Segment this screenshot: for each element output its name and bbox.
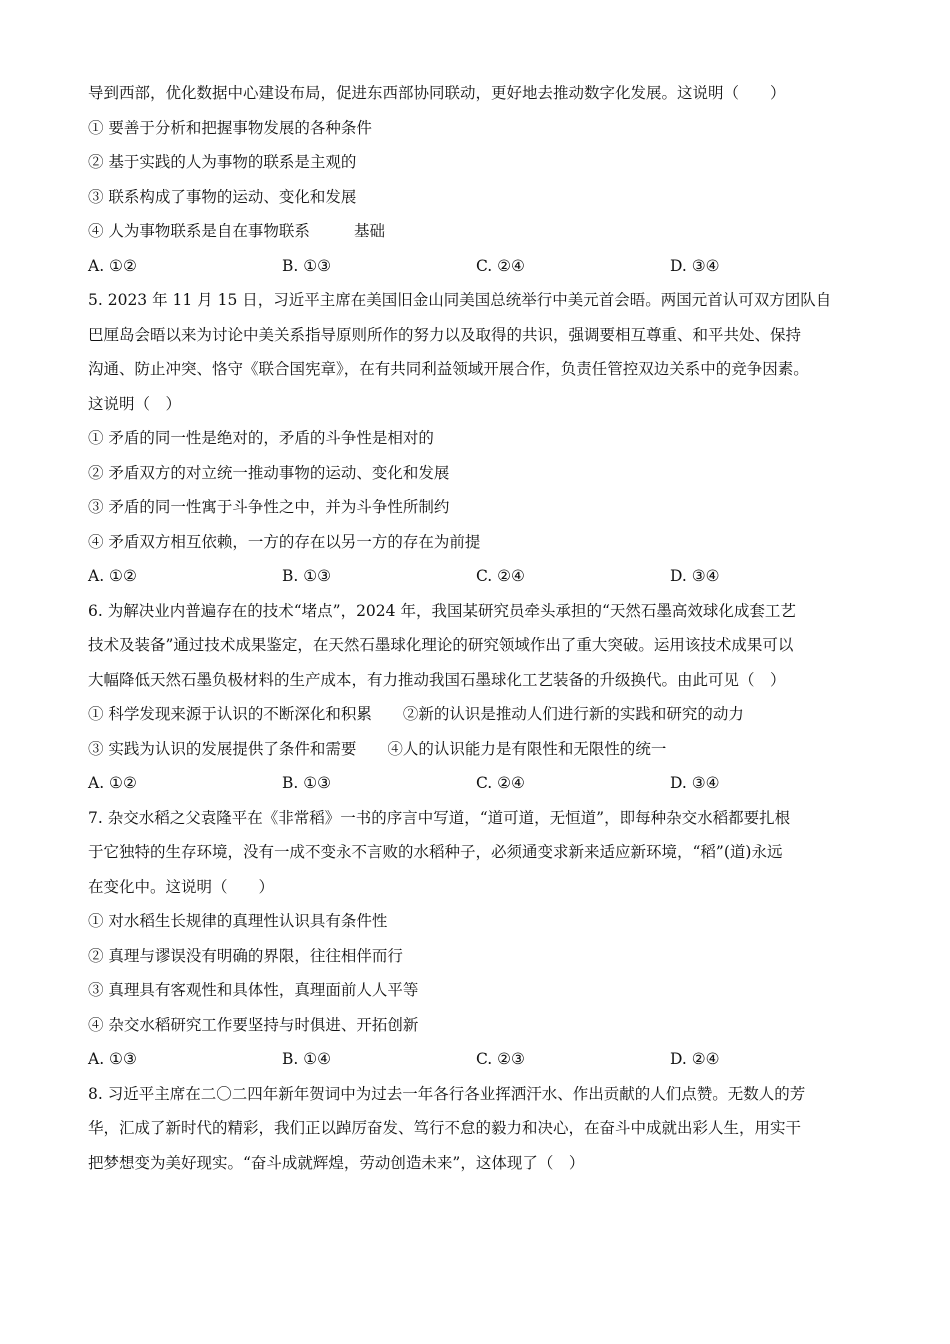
q7-stem-line-2: 于它独特的生存环境，没有一成不变永不言败的水稻种子，必须通变求新来适应新环境，“稻”(道)永远 [88, 843, 783, 861]
q4-option-b: B. ①③ [282, 256, 332, 275]
q7-statement-1: ① 对水稻生长规律的真理性认识具有条件性 [88, 912, 388, 930]
q8-stem-line-3: 把梦想变为美好现实。“奋斗成就辉煌，劳动创造未来”，这体现了（ ） [88, 1153, 585, 1172]
q4-options [88, 249, 868, 284]
q4-option-d: D. ③④ [670, 256, 720, 275]
q7-statement-2: ② 真理与谬误没有明确的界限，往往相伴而行 [88, 946, 403, 965]
q5-statement-2: ② 矛盾双方的对立统一推动事物的运动、变化和发展 [88, 463, 450, 482]
q4-statement-1: ① 要善于分析和把握事物发展的各种条件 [88, 118, 372, 137]
q5-statement-1: ① 矛盾的同一性是绝对的，矛盾的斗争性是相对的 [88, 429, 434, 447]
q6-statements-3-4: ③ 实践为认识的发展提供了条件和需要 ④人的认识能力是有限性和无限性的统一 [88, 739, 667, 758]
q7-option-a: A. ①③ [88, 1050, 137, 1068]
q4-statement-4-part-a: ④ 人为事物联系是自在事物联系 [88, 222, 310, 240]
q5-stem-line-4: 这说明（ ） [88, 394, 182, 413]
q4-statement-2: ② 基于实践的人为事物的联系是主观的 [88, 153, 357, 171]
q7-option-d: D. ②④ [670, 1050, 720, 1068]
document-page [88, 76, 868, 1180]
q7-statement-3: ③ 真理具有客观性和具体性，真理面前人人平等 [88, 981, 419, 999]
q6-stem-line-3: 大幅降低天然石墨负极材料的生产成本，有力推动我国石墨球化工艺装备的升级换代。由此可见（ ） [88, 670, 786, 689]
q5-stem-line-1: 5. 2023 年 11 月 15 日，习近平主席在美国旧金山同美国总统举行中美元首会晤。两国元首认可双方团队自 [88, 291, 832, 309]
q4-statement-4-part-b: 基础 [353, 222, 385, 240]
q5-option-a: A. ①② [88, 567, 137, 585]
q6-options [88, 766, 868, 801]
q7-statement-4: ④ 杂交水稻研究工作要坚持与时俱进、开拓创新 [88, 1015, 419, 1034]
q4-option-c: C. ②④ [476, 256, 525, 275]
q6-option-a: A. ①② [88, 774, 137, 792]
q8-stem-line-1: 8. 习近平主席在二〇二四年新年贺词中为过去一年各行各业挥洒汗水、作出贡献的人们点赞。无数人的芳 [88, 1084, 806, 1103]
q5-option-d: D. ③④ [670, 567, 720, 585]
q7-options [88, 1042, 868, 1077]
q4-statement-4 [88, 214, 868, 249]
q7-stem-line-1: 7. 杂交水稻之父袁隆平在《非常稻》一书的序言中写道，“道可道，无恒道”，即每种杂交水稻都要扎根 [88, 808, 791, 827]
q6-option-d: D. ③④ [670, 774, 720, 792]
q6-statements-1-2: ① 科学发现来源于认识的不断深化和积累 ②新的认识是推动人们进行新的实践和研究的动力 [88, 705, 744, 723]
q5-option-b: B. ①③ [282, 567, 332, 585]
q4-stem-tail: 导到西部，优化数据中心建设布局，促进东西部协同联动，更好地去推动数字化发展。这说明（ ） [88, 84, 786, 102]
q5-stem-line-2: 巴厘岛会晤以来为讨论中美关系指导原则所作的努力以及取得的共识，强调要相互尊重、和平共处、保持 [88, 325, 802, 344]
q6-option-c: C. ②④ [476, 774, 525, 792]
q6-stem-line-1: 6. 为解决业内普遍存在的技术“堵点”，2024 年，我国某研究员牵头承担的“天然石墨高效球化成套工艺 [88, 601, 796, 620]
q7-option-b: B. ①④ [282, 1050, 332, 1068]
q8-stem-line-2: 华，汇成了新时代的精彩，我们正以踔厉奋发、笃行不怠的毅力和决心，在奋斗中成就出彩人生，用实干 [88, 1119, 802, 1137]
q4-statement-3: ③ 联系构成了事物的运动、变化和发展 [88, 187, 357, 206]
q6-option-b: B. ①③ [282, 774, 332, 792]
q4-option-a: A. ①② [88, 256, 137, 275]
q5-option-c: C. ②④ [476, 567, 525, 585]
q6-stem-line-2: 技术及装备”通过技术成果鉴定，在天然石墨球化理论的研究领域作出了重大突破。运用该技术成果可以 [88, 636, 794, 654]
q5-stem-line-3: 沟通、防止冲突、恪守《联合国宪章》，在有共同利益领域开展合作，负责任管控双边关系中的竞争因素。 [88, 360, 809, 378]
q7-stem-line-3: 在变化中。这说明（ ） [88, 877, 275, 896]
q5-statement-4: ④ 矛盾双方相互依赖，一方的存在以另一方的存在为前提 [88, 532, 481, 551]
q7-option-c: C. ②③ [476, 1050, 525, 1068]
q5-statement-3: ③ 矛盾的同一性寓于斗争性之中，并为斗争性所制约 [88, 498, 450, 516]
q5-options [88, 559, 868, 594]
